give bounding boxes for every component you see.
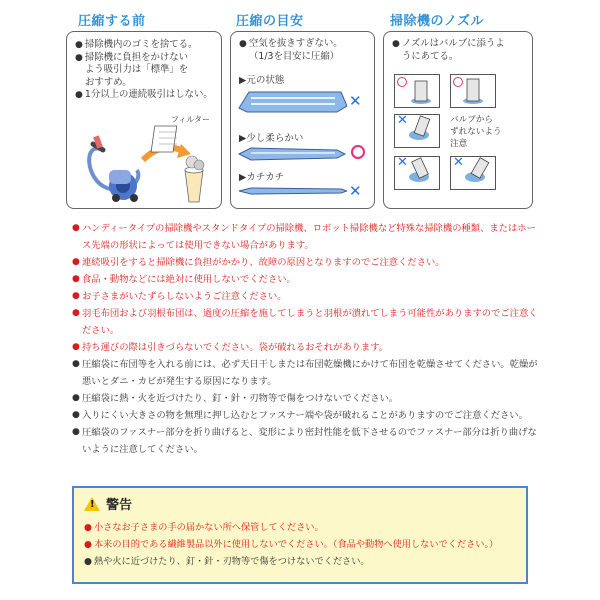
- warning-box: [72, 486, 528, 584]
- warning-item: ● 熱や火に近づけたり、釘・針・刃物等で傷をつけないでください。: [84, 553, 516, 570]
- nozzle-ng-example-1: [394, 114, 440, 148]
- bullet-icon: ●: [239, 39, 247, 49]
- bullet-icon: ●: [84, 556, 93, 567]
- nozzle-side-text: バルブから: [450, 115, 493, 125]
- filter-label: フィルター: [171, 115, 211, 124]
- state-label: ▶カチカチ: [239, 172, 285, 183]
- warning-title: 警告: [106, 498, 133, 513]
- bullet-icon: ●: [72, 393, 80, 403]
- warning-icon: !: [84, 497, 100, 511]
- before-panel: [66, 31, 222, 209]
- nozzle-panel: [383, 31, 533, 209]
- before-item: 掃除機内のゴミを捨てる。: [84, 39, 198, 50]
- note-item: ● お子さまがいたずらしないようご注意ください。: [72, 288, 542, 305]
- nozzle-ng-example-2: [394, 156, 440, 190]
- before-item: 掃除機に負担をかけない: [84, 51, 188, 63]
- ok-mark-icon: [397, 77, 407, 87]
- guide-intro: 空気を抜きすぎない。: [248, 38, 343, 49]
- nozzle-side-text: 注意: [450, 139, 468, 149]
- ng-mark-icon: ✕: [397, 113, 408, 128]
- note-item: ● 圧縮袋に布団等を入れる前には、必ず天日干しまたは布団乾燥機にかけて布団を乾燥させてください。乾燥が悪いとダニ・カビが発生する原因になります。: [72, 356, 542, 390]
- bullet-icon: ●: [75, 40, 83, 50]
- bullet-icon: ●: [72, 342, 80, 352]
- note-item: ● 圧縮袋のファスナー部分を折り曲げると、変形により密封性能を低下させるのでファスナー部分は折り曲げないように注意してください。: [72, 424, 542, 458]
- ok-mark-icon: [351, 145, 365, 159]
- bullet-icon: ●: [84, 522, 93, 533]
- note-item: ● 圧縮袋に熱・火を近づけたり、釘・針・刃物等で傷をつけないでください。: [72, 390, 542, 407]
- bullet-icon: ●: [72, 427, 80, 437]
- notes-list: [72, 220, 542, 458]
- note-item: ● 連続吸引をすると掃除機に負担がかかり、故障の原因となりますのでご注意ください。: [72, 254, 542, 271]
- bullet-icon: ●: [75, 52, 83, 63]
- guide-title: 圧縮の目安: [236, 14, 304, 29]
- ng-mark-icon: ✕: [397, 155, 408, 170]
- vacuum-cleaner-illustration: [73, 110, 213, 210]
- bullet-icon: ●: [84, 539, 93, 550]
- guide-intro-note: （1/3を目安に圧縮）: [249, 50, 340, 62]
- ok-mark-icon: [453, 77, 463, 87]
- bag-original-illustration: [237, 88, 347, 114]
- bag-hard-illustration: [237, 184, 347, 198]
- bullet-icon: ●: [392, 39, 400, 49]
- note-item: ● ハンディータイプの掃除機やスタンドタイプの掃除機、ロボット掃除機など特殊な掃除機の種類、またはホース先端の形状によっては使用できない場合があります。: [72, 220, 542, 254]
- nozzle-ok-example-1: [394, 74, 440, 108]
- warning-item: ● 本来の目的である繊維製品以外に使用しないでください。（食品や動物へ使用しないでください。）: [84, 536, 516, 553]
- ng-mark-icon: ✕: [453, 155, 464, 170]
- before-item: よう吸引力は「標準」を: [85, 64, 189, 75]
- before-title: 圧縮する前: [78, 14, 146, 29]
- before-item: おすすめ。: [85, 76, 132, 88]
- bullet-icon: ●: [72, 274, 80, 284]
- nozzle-side-text: ずれないよう: [450, 127, 502, 137]
- warning-item: ● 小さなお子さまの手の届かない所へ保管してください。: [84, 519, 516, 536]
- note-item: ● 持ち運びの際は引きづらないでください。袋が破れるおそれがあります。: [72, 339, 542, 356]
- nozzle-text: ノズルはバルブに添うよ: [401, 38, 505, 49]
- before-item: 1分以上の連続吸引はしない。: [84, 89, 213, 100]
- note-item: ● 羽毛布団および羽根布団は、過度の圧縮を施してしまうと羽根が潰れてしまう可能性がありますのでご注意ください。: [72, 305, 542, 339]
- nozzle-ok-example-2: [450, 74, 496, 108]
- bullet-icon: ●: [75, 90, 83, 100]
- bullet-icon: ●: [72, 359, 80, 369]
- nozzle-text: うにあてる。: [402, 50, 459, 62]
- ng-mark-icon: ✕: [349, 182, 362, 200]
- bullet-icon: ●: [72, 291, 80, 301]
- bullet-icon: ●: [72, 223, 80, 233]
- nozzle-title: 掃除機のノズル: [390, 14, 484, 29]
- ng-mark-icon: ✕: [349, 92, 362, 110]
- note-item: ● 食品・動物などには絶対に使用しないでください。: [72, 271, 542, 288]
- state-label: ▶少し柔らかい: [239, 133, 304, 144]
- bullet-icon: ●: [72, 308, 80, 318]
- bag-soft-illustration: [237, 144, 347, 162]
- state-label: ▶元の状態: [239, 75, 285, 86]
- bullet-icon: ●: [72, 410, 80, 420]
- guide-panel: [230, 31, 375, 209]
- bullet-icon: ●: [72, 257, 80, 267]
- nozzle-ng-example-3: [450, 156, 496, 190]
- note-item: ● 入りにくい大きさの物を無理に押し込むとファスナー端や袋が破れることがありますのでご注意ください。: [72, 407, 542, 424]
